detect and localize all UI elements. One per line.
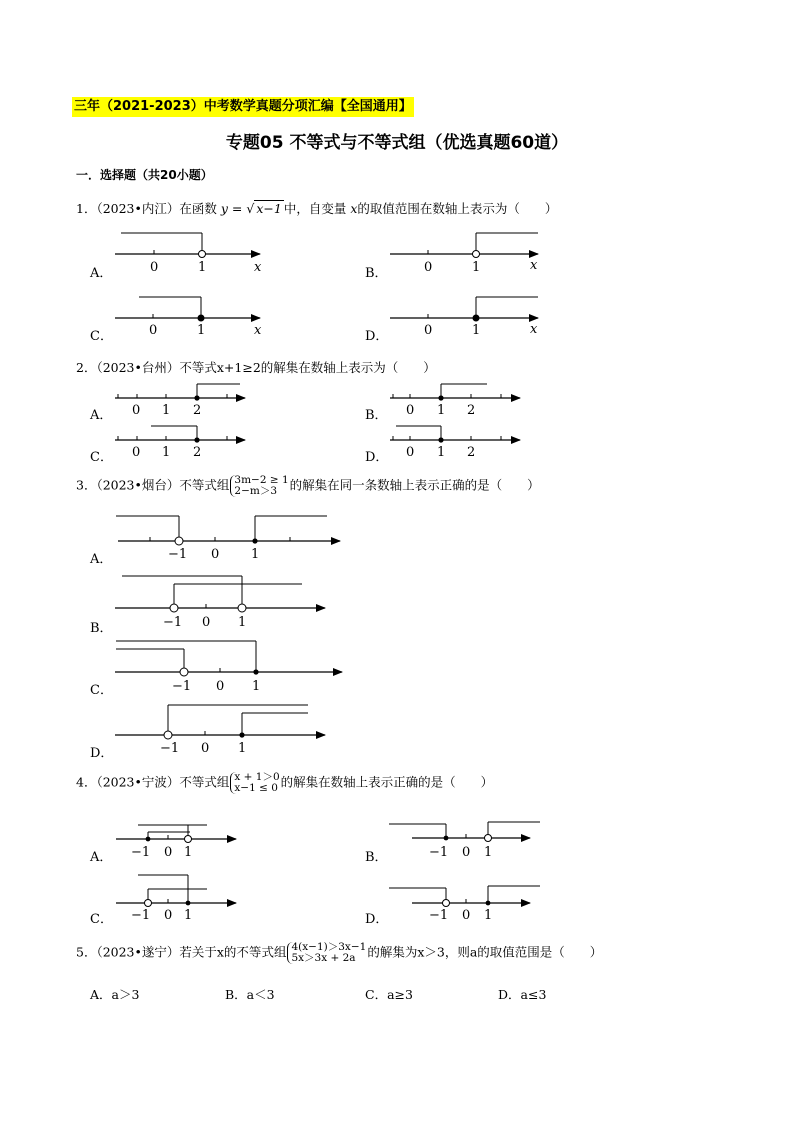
tick-label: 1 [251, 547, 260, 562]
axis-var: x [254, 260, 262, 275]
tick-label: 2 [193, 403, 202, 418]
q4-option-c-label[interactable]: C． [90, 912, 113, 927]
q4-option-a-label[interactable]: A． [90, 850, 113, 865]
q2-option-b-figure[interactable] [390, 384, 520, 418]
tick-label: −1 [168, 547, 188, 562]
inequality-system: 4(x−1)＞3x−1 5x＞3x + 2a [287, 942, 366, 964]
tick-label: 0 [132, 445, 141, 460]
tick-label: 1 [162, 403, 171, 418]
tick-label: 0 [132, 403, 141, 418]
q1-option-a-label[interactable]: A． [90, 266, 113, 281]
tick-label: 0 [164, 908, 173, 923]
tick-label: −1 [160, 741, 180, 756]
question-1-stem: 1．（2023•内江）在函数 y = √ x−1 中，自变量 x的取值范围在数轴上表示为（ ） [76, 201, 558, 216]
q1-option-d-label[interactable]: D． [365, 329, 389, 344]
tick-label: 2 [467, 445, 476, 460]
q5-choice-d[interactable]: D．a≤3 [498, 987, 547, 1002]
q2-option-a-label[interactable]: A． [90, 408, 113, 423]
tick-label: 1 [437, 445, 446, 460]
tick-label: 1 [198, 260, 207, 275]
q2-option-a-figure[interactable] [115, 384, 245, 418]
question-5-stem: 5．（2023•遂宁）若关于x的不等式组 4(x−1)＞3x−1 5x＞3x + 2a 的解集为x＞3，则a的取值范围是（ ） [76, 941, 603, 964]
q3-option-c-figure[interactable] [115, 641, 342, 694]
question-2-stem: 2．（2023•台州）不等式x+1≥2的解集在数轴上表示为（ ） [76, 360, 436, 375]
question-4-stem: 4．（2023•宁波）不等式组 x + 1＞0 x−1 ≤ 0 的解集在数轴上表示正确的是（ ） [76, 771, 494, 794]
tick-label: 0 [201, 741, 210, 756]
axis-var: x [530, 258, 538, 273]
tick-label: 0 [149, 323, 158, 338]
tick-label: −1 [163, 615, 183, 630]
tick-label: 0 [216, 679, 225, 694]
tick-label: 1 [484, 908, 493, 923]
q4-option-d-figure[interactable] [389, 886, 540, 923]
q2-option-c-label[interactable]: C． [90, 450, 113, 465]
q5-choice-a[interactable]: A．a＞3 [90, 987, 140, 1002]
series-banner: 三年（2021-2023）中考数学真题分项汇编【全国通用】 [72, 97, 414, 117]
tick-label: 1 [252, 679, 261, 694]
tick-label: 0 [211, 547, 220, 562]
q1-option-a-figure[interactable] [115, 233, 262, 275]
q3-option-d-figure[interactable] [115, 705, 325, 756]
tick-label: 1 [184, 845, 193, 860]
q5-choice-b[interactable]: B．a＜3 [225, 987, 275, 1002]
tick-label: 1 [162, 445, 171, 460]
axis-var: x [530, 322, 538, 337]
q5-choice-c[interactable]: C．a≥3 [365, 987, 413, 1002]
tick-label: −1 [172, 679, 192, 694]
q4-option-b-figure[interactable] [389, 822, 540, 860]
inequality-system: 3m−2 ≥ 1 2−m＞3 [230, 475, 288, 497]
q3-option-c-label[interactable]: C． [90, 683, 113, 698]
tick-label: 0 [150, 260, 159, 275]
axis-var: x [254, 323, 262, 338]
tick-label: −1 [429, 908, 449, 923]
page-title: 专题05 不等式与不等式组（优选真题60道） [225, 133, 569, 153]
tick-label: 1 [197, 323, 206, 338]
tick-label: −1 [131, 908, 151, 923]
tick-label: 0 [462, 908, 471, 923]
tick-label: 0 [462, 845, 471, 860]
tick-label: 0 [202, 615, 211, 630]
q4-option-a-figure[interactable] [116, 825, 236, 860]
tick-label: 1 [472, 260, 481, 275]
q1-option-b-figure[interactable] [390, 233, 538, 275]
q2-option-d-label[interactable]: D． [365, 450, 389, 465]
q3-option-a-label[interactable]: A． [90, 552, 113, 567]
tick-label: 0 [424, 323, 433, 338]
q2-option-b-label[interactable]: B． [365, 408, 388, 423]
tick-label: −1 [131, 845, 151, 860]
q2-option-c-figure[interactable] [115, 426, 245, 460]
tick-label: 1 [184, 908, 193, 923]
question-3-stem: 3．（2023•烟台）不等式组 3m−2 ≥ 1 2−m＞3 的解集在同一条数轴上表示正确的是（ ） [76, 474, 540, 497]
q1-option-c-label[interactable]: C． [90, 329, 113, 344]
inequality-system: x + 1＞0 x−1 ≤ 0 [230, 772, 279, 794]
tick-label: 0 [164, 845, 173, 860]
tick-label: 1 [437, 403, 446, 418]
q3-option-d-label[interactable]: D． [90, 746, 114, 761]
tick-label: 1 [484, 845, 493, 860]
q1-option-b-label[interactable]: B． [365, 266, 388, 281]
tick-label: 1 [472, 323, 481, 338]
q4-option-c-figure[interactable] [116, 875, 236, 923]
tick-label: 0 [406, 403, 415, 418]
tick-label: 0 [406, 445, 415, 460]
q3-option-b-label[interactable]: B． [90, 621, 113, 636]
tick-label: 2 [467, 403, 476, 418]
q3-option-b-figure[interactable] [115, 576, 325, 630]
q4-option-b-label[interactable]: B． [365, 850, 388, 865]
tick-label: 1 [238, 615, 247, 630]
q3-option-a-figure[interactable] [116, 516, 340, 562]
tick-label: 2 [193, 445, 202, 460]
tick-label: 1 [238, 741, 247, 756]
tick-label: 0 [424, 260, 433, 275]
q4-option-d-label[interactable]: D． [365, 912, 389, 927]
q2-option-d-figure[interactable] [390, 426, 520, 460]
tick-label: −1 [429, 845, 449, 860]
section-heading: 一．选择题（共20小题） [76, 168, 213, 182]
q1-option-c-figure[interactable] [115, 297, 262, 338]
q1-option-d-figure[interactable] [390, 297, 538, 338]
